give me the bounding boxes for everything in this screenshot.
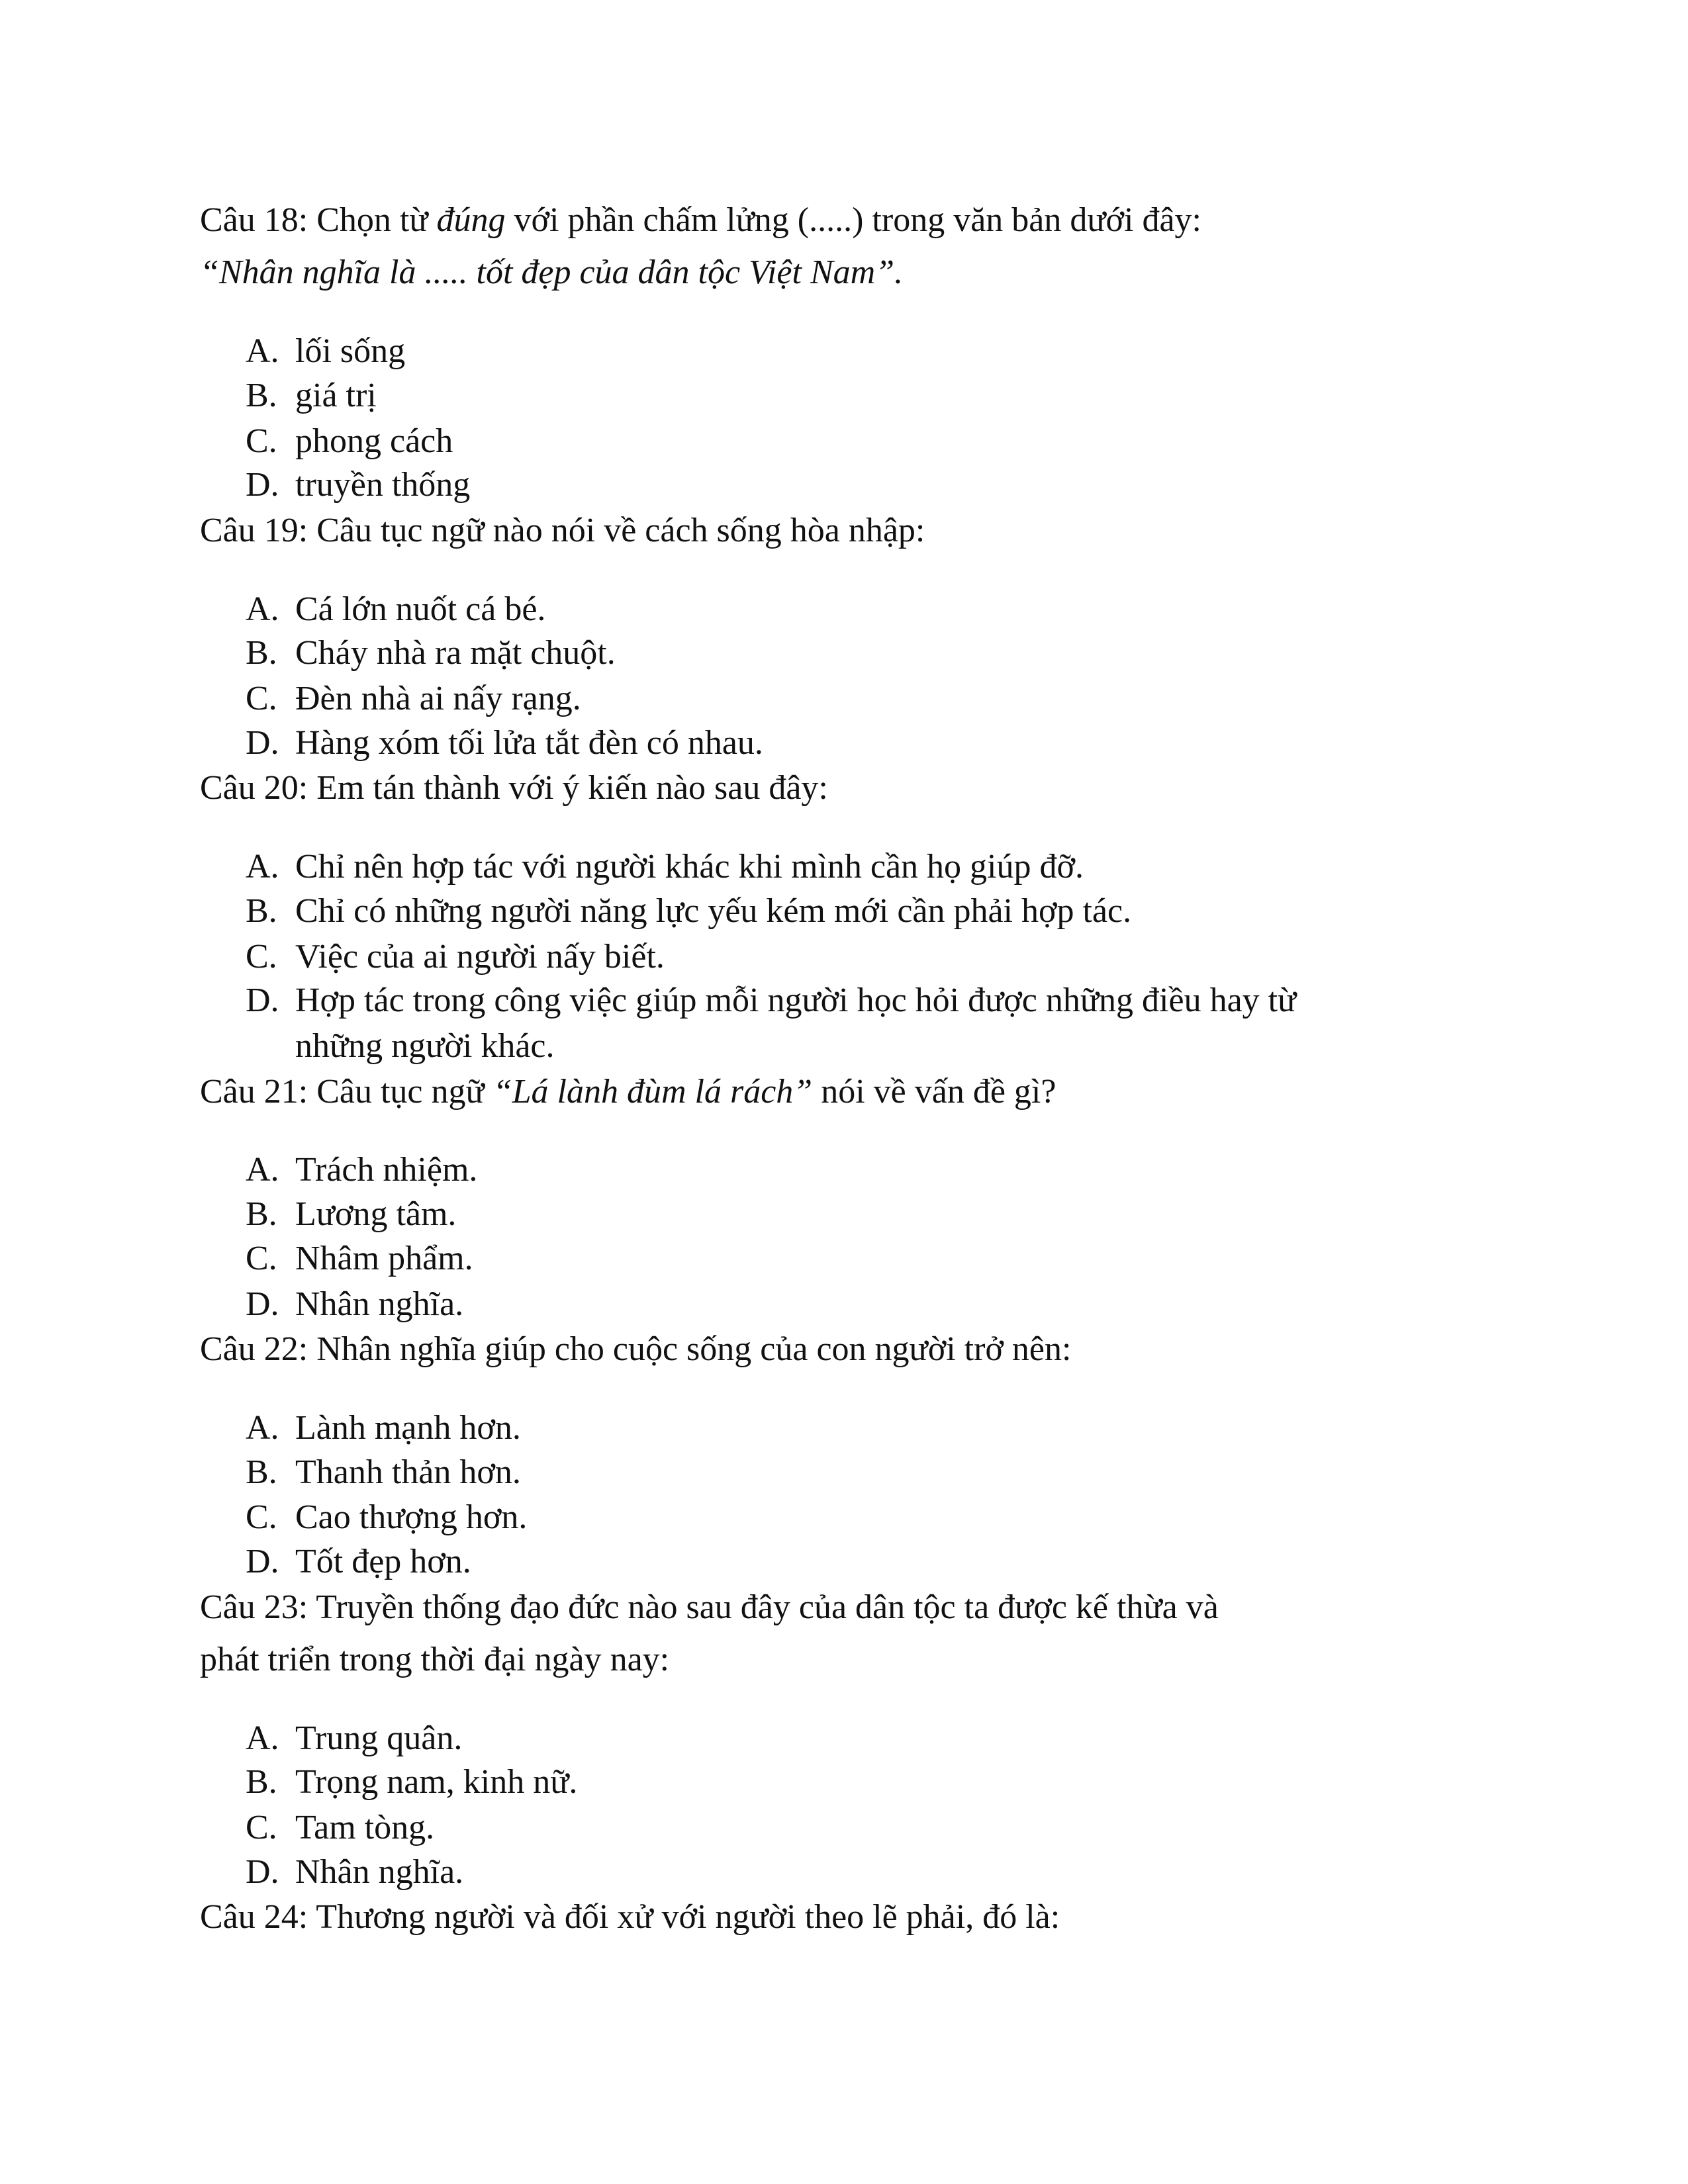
question-text: [200, 1069, 1056, 1115]
answer-option: [246, 934, 665, 979]
option-text: Nhân nghĩa.: [295, 1285, 464, 1323]
option-text-continued: những người khác.: [295, 1027, 555, 1065]
question-text-part: Câu 21: Câu tục ngữ: [200, 1073, 493, 1111]
option-text: Hàng xóm tối lửa tắt đèn có nhau.: [295, 724, 763, 762]
option-text: Trọng nam, kinh nữ.: [295, 1763, 578, 1801]
answer-option: [246, 1236, 473, 1281]
option-letter: A.: [246, 1151, 279, 1189]
option-text: Đèn nhà ai nấy rạng.: [295, 680, 581, 717]
option-text: Lành mạnh hơn.: [295, 1409, 521, 1447]
answer-option: [246, 844, 1084, 889]
emphasis-text: “Lá lành đùm lá rách”: [492, 1073, 813, 1111]
answer-option: [246, 1450, 521, 1495]
option-text: Nhân nghĩa.: [295, 1853, 464, 1891]
option-letter: B.: [246, 634, 277, 672]
option-letter: B.: [246, 1763, 277, 1801]
option-letter: A.: [246, 590, 279, 628]
option-letter: A.: [246, 1719, 279, 1757]
answer-option: [246, 1192, 456, 1237]
question-text: Câu 23: Truyền thống đạo đức nào sau đây của dân tộc ta được kế thừa và: [200, 1588, 1219, 1626]
answer-option: [246, 373, 377, 418]
option-letter: C.: [246, 1809, 277, 1846]
option-text: Hợp tác trong công việc giúp mỗi người học hỏi được những điều hay từ: [295, 981, 1297, 1019]
option-letter: B.: [246, 892, 277, 930]
answer-option: [246, 978, 1296, 1023]
answer-option: [246, 1406, 521, 1451]
answer-option: [246, 631, 616, 676]
emphasis-text: đúng: [436, 201, 506, 239]
quote-text: “Nhân nghĩa là ..... tốt đẹp của dân tộc Việt Nam”.: [200, 253, 904, 291]
question-text-part: Câu 18: Chọn từ: [200, 201, 437, 239]
option-letter: A.: [246, 848, 279, 886]
option-letter: D.: [246, 724, 279, 762]
answer-option: [246, 1539, 471, 1584]
answer-option: [246, 1760, 577, 1805]
answer-option: [246, 721, 763, 766]
option-text: Trách nhiệm.: [295, 1151, 478, 1189]
option-text: Cao thượng hơn.: [295, 1498, 528, 1536]
answer-option: [246, 587, 545, 632]
answer-option: [246, 1148, 477, 1193]
option-letter: C.: [246, 680, 277, 717]
answer-option: [246, 463, 470, 508]
answer-option: [246, 1805, 434, 1850]
option-text: Cá lớn nuốt cá bé.: [295, 590, 546, 628]
answer-option: [246, 1850, 463, 1895]
option-text: phong cách: [295, 422, 453, 460]
question-text-part: với phần chấm lửng (.....) trong văn bản dưới đây:: [505, 201, 1202, 239]
option-text: Cháy nhà ra mặt chuột.: [295, 634, 616, 672]
answer-option: [246, 419, 453, 464]
answer-option: [246, 329, 405, 374]
option-text: Chỉ có những người năng lực yếu kém mới cần phải hợp tác.: [295, 892, 1132, 930]
option-text: giá trị: [295, 377, 377, 414]
option-text: truyền thống: [295, 466, 471, 504]
option-letter: C.: [246, 422, 277, 460]
question-text: [200, 198, 1201, 243]
question-text: Câu 20: Em tán thành với ý kiến nào sau đây:: [200, 769, 828, 807]
option-letter: C.: [246, 938, 277, 976]
question-text: Câu 22: Nhân nghĩa giúp cho cuộc sống của con người trở nên:: [200, 1330, 1072, 1368]
option-text: Tam tòng.: [295, 1809, 435, 1846]
answer-option: [246, 889, 1131, 934]
option-letter: B.: [246, 1453, 277, 1491]
question-text: Câu 24: Thương người và đối xử với người theo lẽ phải, đó là:: [200, 1898, 1060, 1936]
option-letter: D.: [246, 981, 279, 1019]
option-text: Tốt đẹp hơn.: [295, 1543, 471, 1580]
option-letter: A.: [246, 1409, 279, 1447]
option-letter: D.: [246, 1543, 279, 1580]
option-letter: B.: [246, 1195, 277, 1233]
answer-option: [246, 1495, 527, 1540]
answer-option: [246, 1716, 462, 1761]
option-text: Lương tâm.: [295, 1195, 457, 1233]
question-text-part: nói về vấn đề gì?: [812, 1073, 1056, 1111]
option-letter: C.: [246, 1240, 277, 1277]
option-text: Thanh thản hơn.: [295, 1453, 521, 1491]
question-text-continued: phát triển trong thời đại ngày nay:: [200, 1641, 670, 1678]
option-text: Việc của ai người nấy biết.: [295, 938, 665, 976]
option-letter: D.: [246, 1285, 279, 1323]
answer-option: [246, 1282, 463, 1327]
option-letter: D.: [246, 1853, 279, 1891]
option-letter: B.: [246, 377, 277, 414]
answer-option: [246, 676, 581, 721]
option-letter: A.: [246, 332, 279, 370]
option-letter: D.: [246, 466, 279, 504]
option-text: Chỉ nên hợp tác với người khác khi mình cần họ giúp đỡ.: [295, 848, 1084, 886]
option-text: Trung quân.: [295, 1719, 463, 1757]
option-letter: C.: [246, 1498, 277, 1536]
question-text: Câu 19: Câu tục ngữ nào nói về cách sống hòa nhập:: [200, 512, 925, 549]
option-text: Nhâm phẩm.: [295, 1240, 473, 1277]
option-text: lối sống: [295, 332, 406, 370]
